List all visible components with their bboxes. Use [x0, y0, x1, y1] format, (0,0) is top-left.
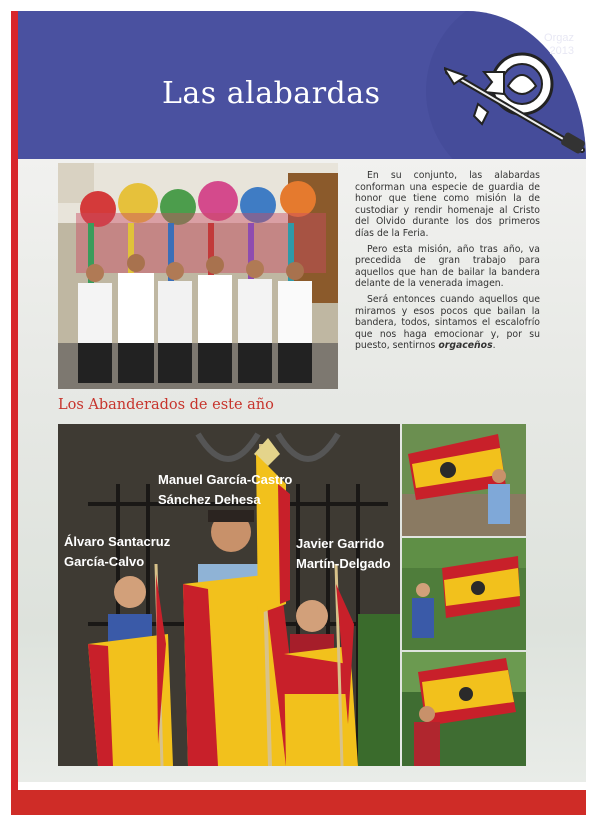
procession-photo — [58, 163, 338, 389]
label-center-line2: Sánchez Dehesa — [158, 492, 261, 507]
brand-town: Orgaz — [544, 32, 574, 44]
section-subtitle: Los Abanderados de este año — [58, 397, 274, 413]
end-punct: . — [492, 340, 496, 352]
article-text — [355, 170, 540, 356]
brand-year: 2013 — [549, 45, 574, 57]
flag-bearers-photo — [58, 424, 400, 766]
article-paragraph — [355, 294, 540, 352]
article-paragraph: En su conjunto, las alabardas conforman una especie de guardia de honor que tiene como misión la de custodiar y rendir homenaje al Cristo del Olvido durante los dos primeros días de la Feria. — [355, 170, 540, 239]
flag-dance-photo-3 — [402, 652, 526, 766]
flag-dance-photo-2 — [402, 538, 526, 650]
emphasis-word: orgaceños — [438, 340, 493, 352]
left-accent-bar — [11, 11, 18, 815]
label-center-line1: Manuel García-Castro — [158, 472, 293, 487]
page-title: Las alabardas — [162, 76, 381, 111]
halberd-emblem-icon — [444, 42, 589, 168]
label-right-line2: Martín-Delgado — [296, 556, 391, 571]
footer-bar — [11, 790, 586, 815]
article-paragraph: Pero esta misión, año tras año, va precedida de gran trabajo para aquellos que han de bailar la bandera delante de la venerada imagen. — [355, 243, 540, 290]
label-right-line1: Javier Garrido — [296, 536, 385, 551]
label-left-line1: Álvaro Santacruz — [64, 534, 171, 549]
label-left-line2: García-Calvo — [64, 554, 145, 569]
article-paragraph-text: Será entonces cuando aquellos que miramos y esos pocos que bailan la bandera, todos, sintamos el escalofrío que nos haga emocionar y, por su puesto, sentirnos — [355, 293, 540, 352]
flag-dance-photo-1 — [402, 424, 526, 536]
